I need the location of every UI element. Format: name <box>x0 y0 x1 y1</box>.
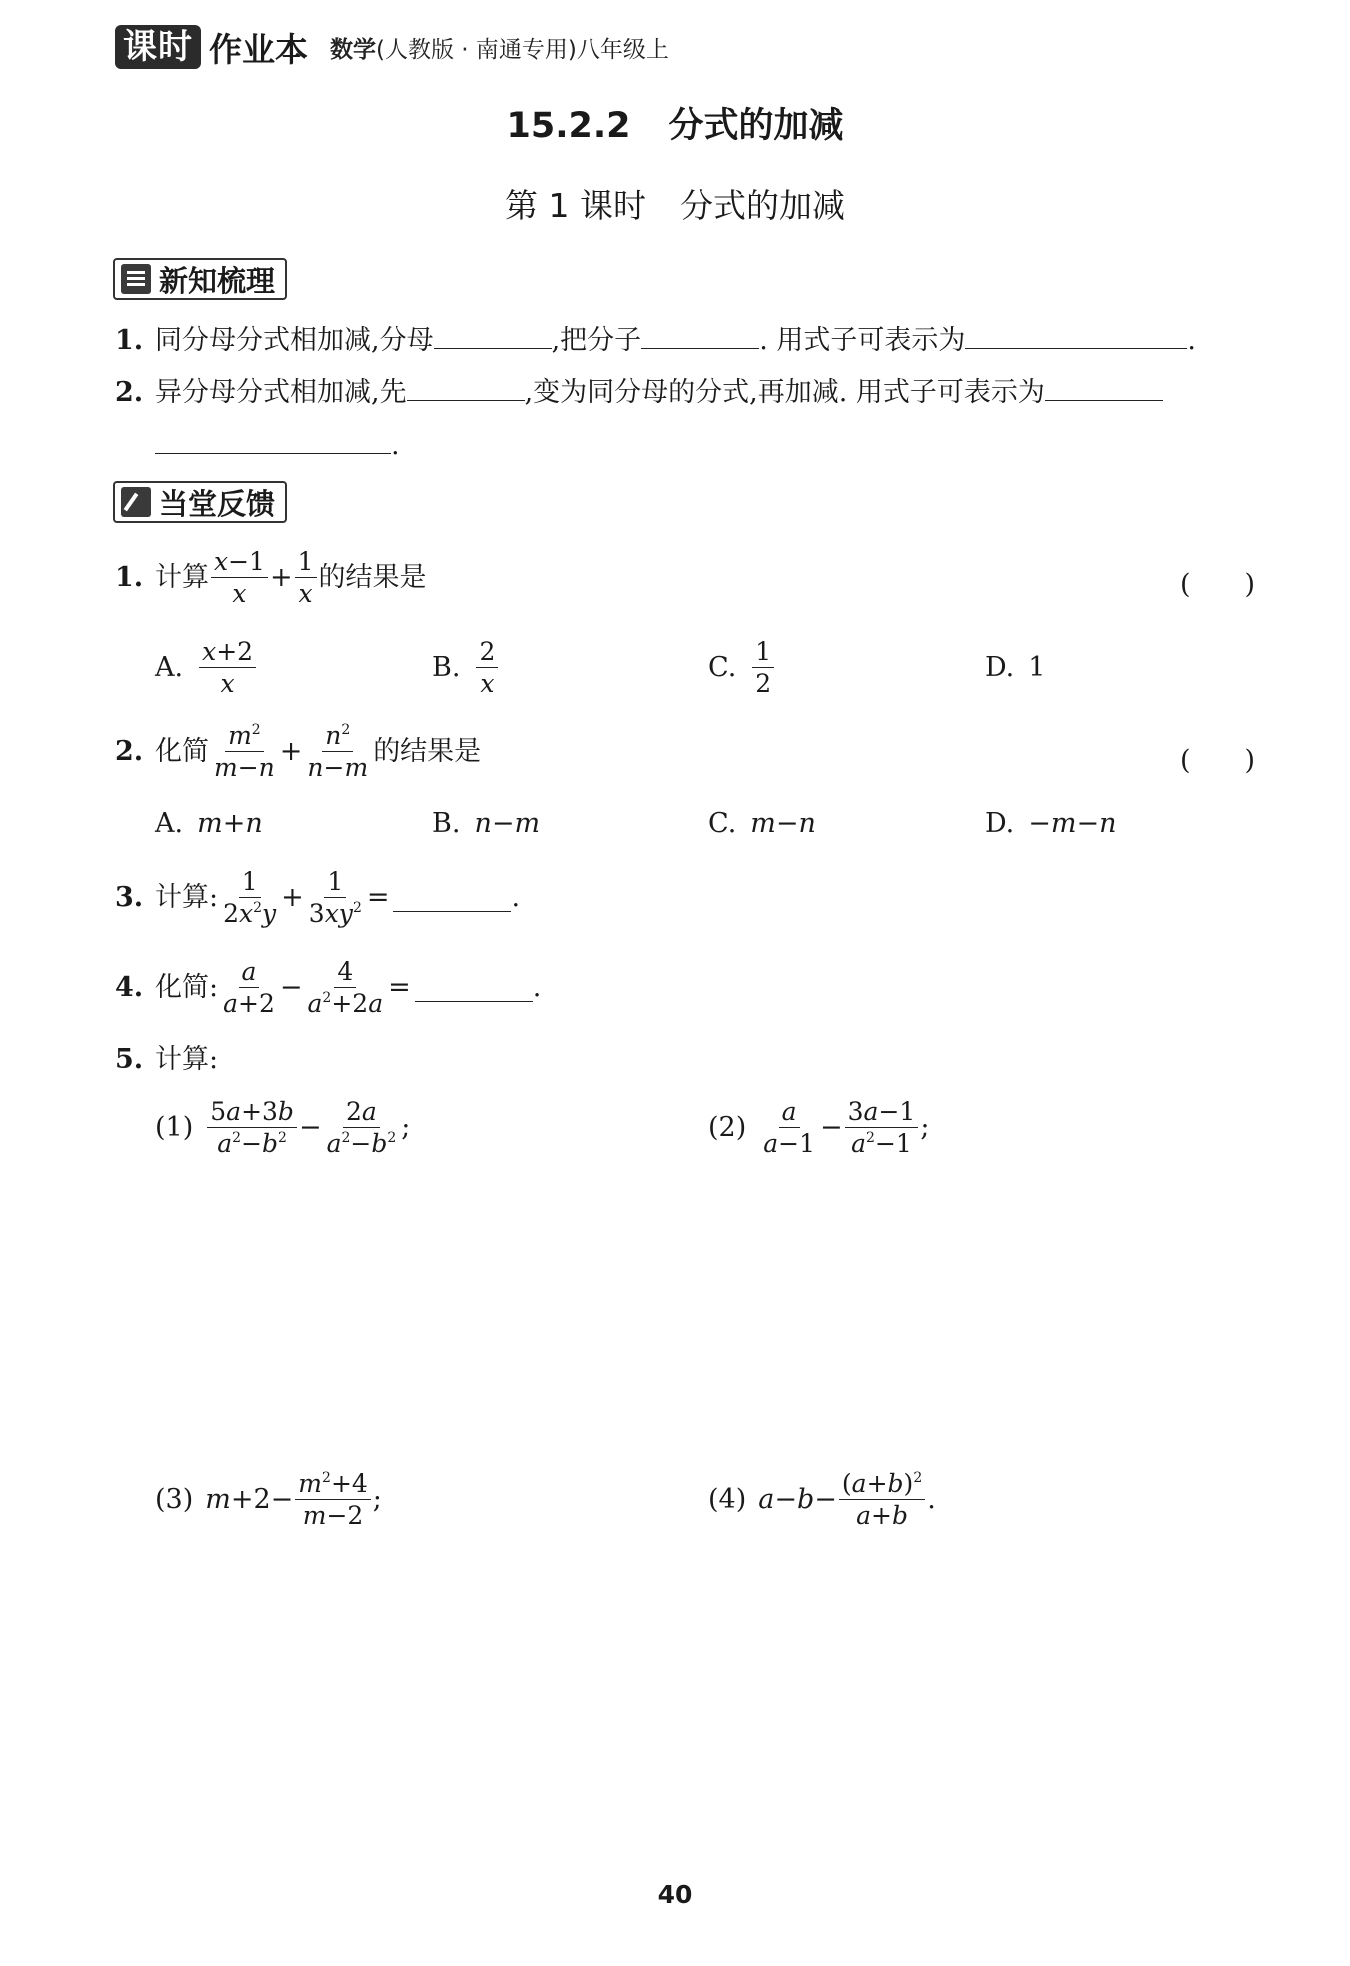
fraction: $\frac{4}{a^2+2a}$ <box>307 957 384 1018</box>
option-c[interactable]: C. m−n <box>708 808 816 839</box>
fraction: $\frac{n^2}{n-m}$ <box>307 721 369 782</box>
section-tag-xinzhi <box>113 258 287 300</box>
question-text: 的结果是 <box>373 735 482 767</box>
answer-blank[interactable] <box>1045 372 1163 401</box>
question-text: . 用式子可表示为 <box>759 325 966 356</box>
xinzhi-question-2 <box>115 372 1163 413</box>
fraction: $\frac{x-1}{x}$ <box>211 548 268 607</box>
question-text: 的结果是 <box>318 561 427 593</box>
option-b[interactable]: B. n−m <box>432 808 541 839</box>
question-number: 2. <box>115 735 144 767</box>
answer-paren[interactable]: ( ) <box>1180 569 1256 600</box>
fraction: $\frac{1}{x}$ <box>295 548 317 607</box>
fraction: $\frac{1}{2x^2y}$ <box>223 867 277 928</box>
question-number: 1. <box>115 561 144 593</box>
subquestion-2: (2) $\frac{a}{a-1}$ − $\frac{3a-1}{a^2-1}$ ; <box>708 1097 930 1158</box>
question-text: 化简 <box>155 735 209 767</box>
question-number: 4. <box>115 971 144 1003</box>
subject-line <box>330 31 669 64</box>
lesson-heading <box>0 180 1350 227</box>
section-number: 15.2.2 <box>506 106 631 146</box>
dangtang-question-5 <box>115 1040 218 1080</box>
notebook-icon <box>121 264 151 294</box>
fraction: $\frac{m^2}{m-n}$ <box>214 721 275 782</box>
subquestion-1: (1) $\frac{5a+3b}{a^2-b^2}$ − $\frac{2a}{a^2-b^2}$ ; <box>155 1097 411 1158</box>
subquestion-4: (4) a−b− $\frac{(a+b)^2}{a+b}$ . <box>708 1469 936 1530</box>
question-text: 化简: <box>155 971 219 1003</box>
question-text: . <box>391 430 400 461</box>
dangtang-question-1: 1. 计算 $\frac{x-1}{x}$ + $\frac{1}{x}$ 的结果是 <box>115 547 427 608</box>
fraction: $\frac{a}{a+2}$ <box>223 957 275 1018</box>
section-tag-dangtang <box>113 481 287 523</box>
question-text: 计算 <box>155 561 209 593</box>
xinzhi-question-1 <box>115 320 1196 361</box>
section-title: 分式的加减 <box>668 106 844 146</box>
question-text: 计算: <box>155 1044 219 1075</box>
page-header <box>115 22 669 72</box>
lesson-title: 分式的加减 <box>679 186 845 225</box>
question-text: 同分母分式相加减,分母 <box>155 325 434 356</box>
logo-text: 作业本 <box>209 29 308 69</box>
section-tag-label: 新知梳理 <box>159 263 276 298</box>
dangtang-question-2: 2. 化简 $\frac{m^2}{m-n}$ + $\frac{n^2}{n-m}$ 的结果是 <box>115 721 482 782</box>
option-a[interactable]: A. $\frac{x+2}{x}$ <box>155 638 258 697</box>
answer-paren[interactable]: ( ) <box>1180 745 1256 776</box>
question-text: ,变为同分母的分式,再加减. 用式子可表示为 <box>524 377 1045 408</box>
question-number: 3. <box>115 881 144 913</box>
option-b[interactable]: B. $\frac{2}{x}$ <box>432 638 500 697</box>
question-number: 1. <box>115 325 144 356</box>
logo: 课时 <box>115 25 201 69</box>
answer-blank[interactable] <box>434 320 552 349</box>
answer-blank[interactable] <box>155 425 391 454</box>
lesson-label: 第 1 课时 <box>505 186 646 225</box>
question-text: 计算: <box>155 881 219 913</box>
question-text: . <box>1187 325 1196 356</box>
question-text: 异分母分式相加减,先 <box>155 377 407 408</box>
option-d[interactable]: D. 1 <box>985 652 1046 683</box>
answer-blank[interactable] <box>965 320 1187 349</box>
answer-blank[interactable] <box>641 320 759 349</box>
subquestion-3: (3) m+2− $\frac{m^2+4}{m-2}$ ; <box>155 1469 382 1530</box>
dangtang-question-4: 4. 化简: $\frac{a}{a+2}$ − $\frac{4}{a^2+2a}$ = . <box>115 957 542 1018</box>
option-c[interactable]: C. $\frac{1}{2}$ <box>708 638 776 697</box>
subject-edition: (人教版 · 南通专用)八年级上 <box>376 36 669 63</box>
dangtang-question-3: 3. 计算: $\frac{1}{2x^2y}$ + $\frac{1}{3xy^2}$ = . <box>115 867 521 928</box>
subject-name: 数学 <box>330 36 376 63</box>
option-d[interactable]: D. −m−n <box>985 808 1117 839</box>
page-number: 40 <box>657 1880 693 1909</box>
question-number: 5. <box>115 1044 144 1075</box>
xinzhi-question-2-cont <box>155 425 400 466</box>
answer-blank[interactable] <box>407 372 525 401</box>
question-text: ,把分子 <box>551 325 642 356</box>
question-number: 2. <box>115 377 144 408</box>
section-heading <box>0 98 1350 148</box>
section-tag-label: 当堂反馈 <box>159 486 276 521</box>
fraction: $\frac{1}{3xy^2}$ <box>308 867 362 928</box>
pen-icon <box>121 487 151 517</box>
answer-blank[interactable] <box>393 883 511 912</box>
answer-blank[interactable] <box>415 973 533 1002</box>
option-a[interactable]: A. m+n <box>155 808 263 839</box>
